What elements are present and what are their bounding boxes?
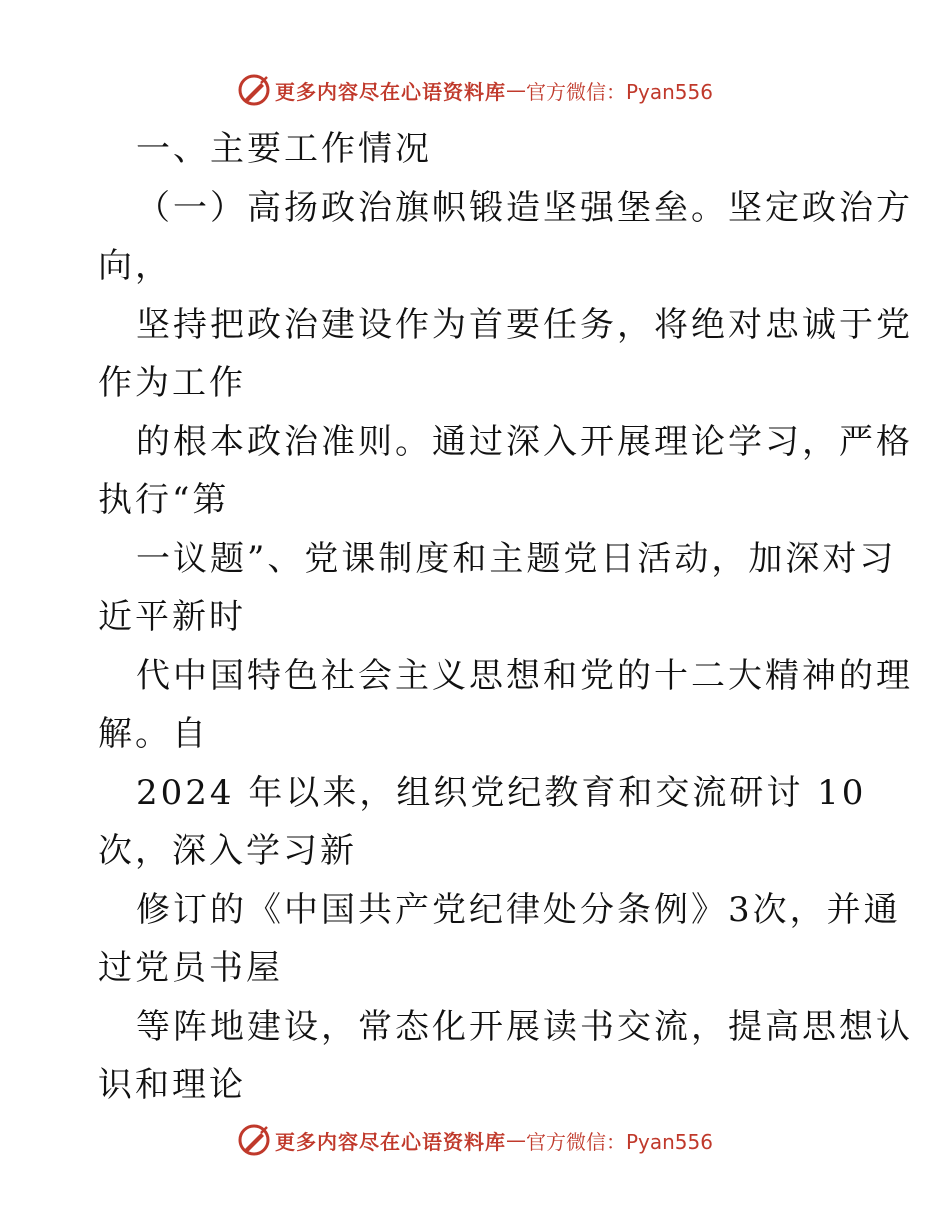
body-text-line: 2024 年以来，组织党纪教育和交流研讨 10: [136, 772, 867, 813]
header-banner-text: 更多内容尽在心语资料库: [274, 79, 506, 104]
body-text-line: 解。自: [98, 714, 209, 754]
header-banner: [0, 70, 950, 110]
body-text-line: 近平新时: [98, 597, 246, 637]
body-text-line: 过党员书屋: [98, 948, 283, 988]
footer-banner: [0, 1120, 950, 1160]
body-text-line: 执行“第: [98, 480, 230, 520]
body-text-line: 等阵地建设，常态化开展读书交流，提高思想认: [136, 1006, 913, 1047]
header-banner-wechat: 官方微信：Pyan556: [525, 79, 713, 104]
body-text-line: 作为工作: [98, 363, 246, 403]
body-text-line: 一、主要工作情况: [136, 129, 432, 169]
header-banner-dash: —: [505, 78, 526, 102]
body-text-line: 代中国特色社会主义思想和党的十二大精神的理: [136, 655, 913, 696]
document-body: [98, 120, 913, 1115]
body-text-line: 向，: [98, 246, 172, 286]
body-text-line: （一）高扬政治旗帜锻造坚强堡垒。坚定政治方: [136, 187, 913, 228]
quill-logo-icon: [237, 73, 271, 107]
body-text-line: 坚持把政治建设作为首要任务，将绝对忠诚于党: [136, 304, 913, 345]
body-text-line: 一议题”、党课制度和主题党日活动，加深对习: [136, 538, 897, 579]
footer-banner-wechat: 官方微信：Pyan556: [525, 1129, 713, 1154]
body-text-line: 的根本政治准则。通过深入开展理论学习，严格: [136, 421, 913, 462]
body-text-line: 识和理论: [98, 1065, 246, 1105]
quill-logo-icon: [237, 1123, 271, 1157]
body-text-line: 修订的《中国共产党纪律处分条例》3次，并通: [136, 889, 901, 930]
body-text-line: 次，深入学习新: [98, 831, 357, 871]
footer-banner-dash: —: [505, 1128, 526, 1152]
footer-banner-text: 更多内容尽在心语资料库: [274, 1129, 506, 1154]
